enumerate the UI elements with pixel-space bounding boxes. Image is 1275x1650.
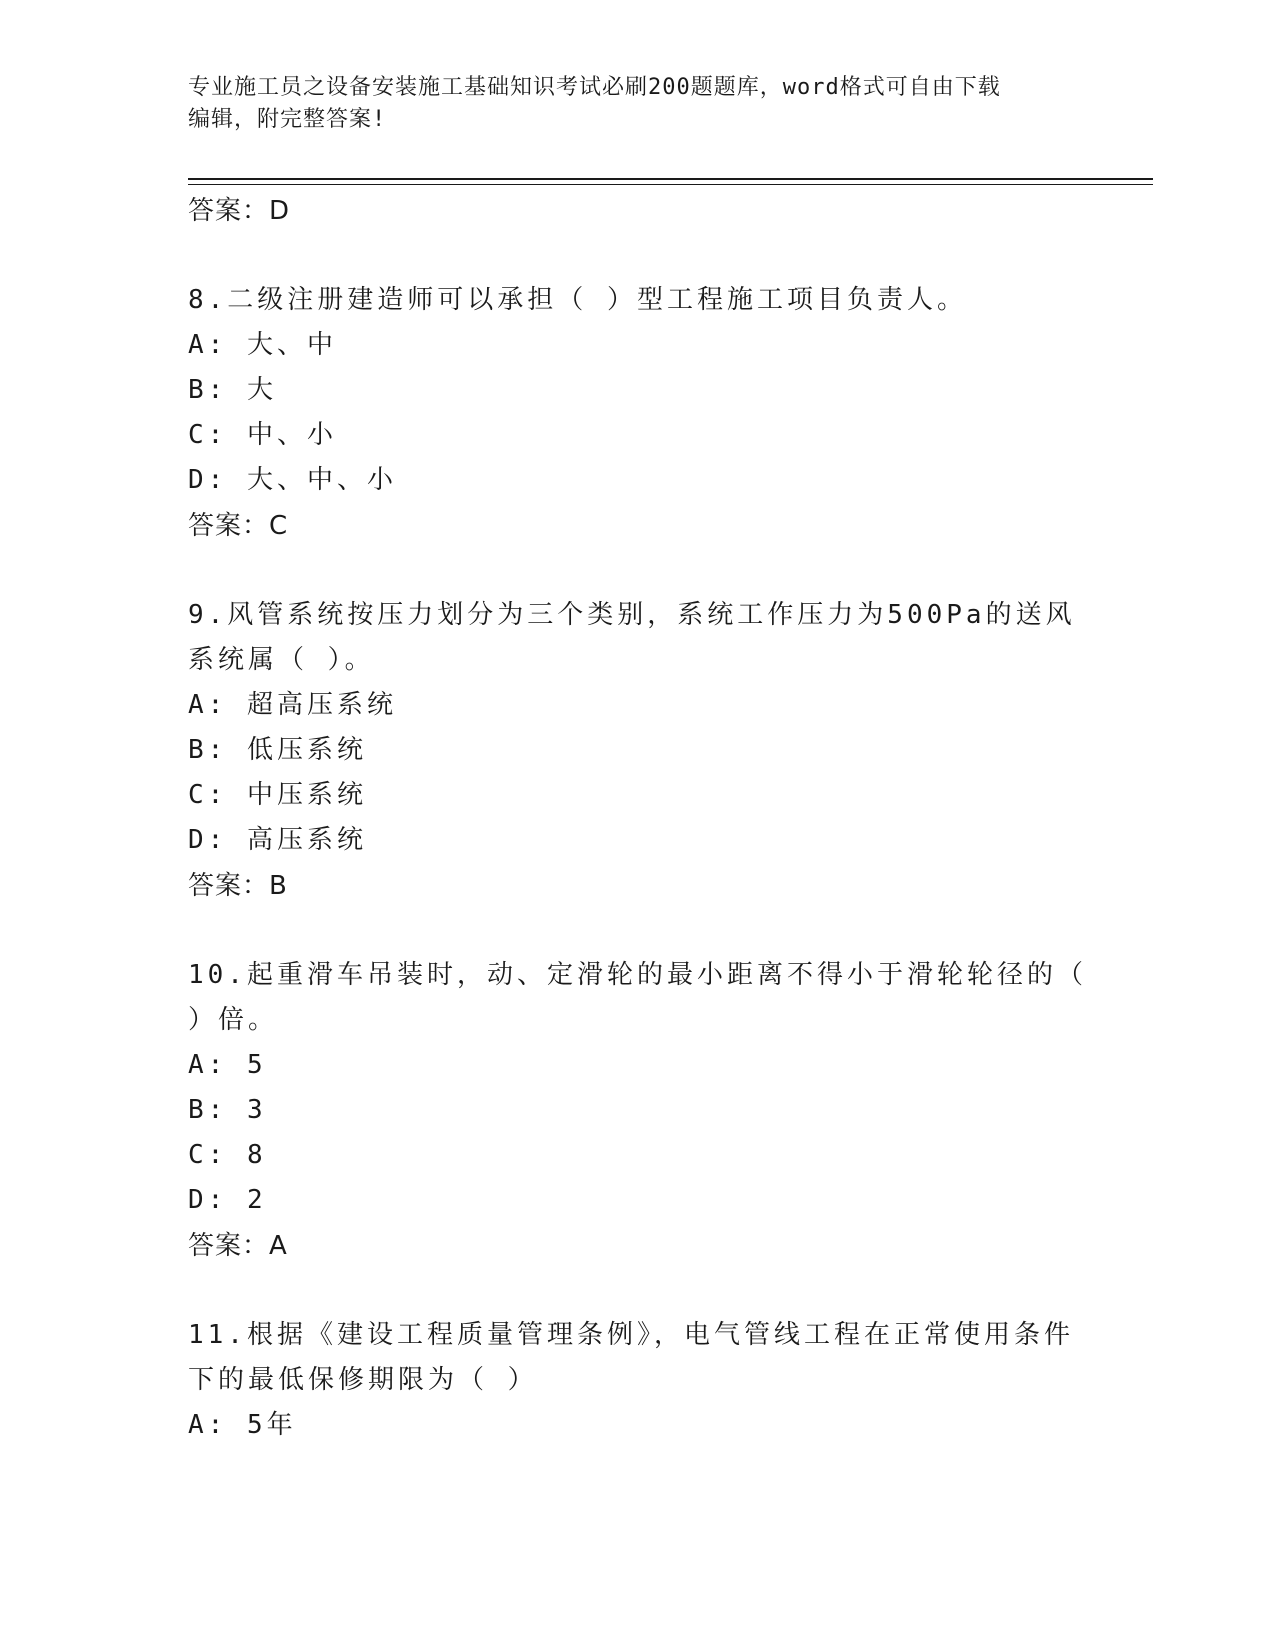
option-b: B: 低压系统 bbox=[188, 735, 367, 765]
header-divider-thick bbox=[188, 178, 1153, 180]
question-text: 9.风管系统按压力划分为三个类别，系统工作压力为500Pa的送风系统属（ ）。 bbox=[188, 600, 1076, 675]
document-header bbox=[188, 72, 1068, 136]
question-text: 11.根据《建设工程质量管理条例》，电气管线工程在正常使用条件下的最低保修期限为（ ） bbox=[188, 1320, 1074, 1395]
header-line-1: 专业施工员之设备安装施工基础知识考试必刷200题题库，word格式可自由下载 bbox=[188, 75, 1001, 100]
option-d: D: 大、中、小 bbox=[188, 465, 397, 495]
option-a: A: 大、中 bbox=[188, 330, 337, 360]
option-b: B: 大 bbox=[188, 375, 277, 405]
answer-line: 答案：A bbox=[188, 1231, 288, 1261]
option-c: C: 8 bbox=[188, 1140, 267, 1170]
question-block bbox=[188, 593, 1088, 909]
answer-line: 答案：C bbox=[188, 511, 289, 541]
spacer bbox=[188, 549, 1088, 593]
spacer bbox=[188, 234, 1088, 278]
question-block bbox=[188, 953, 1088, 1269]
header-line-2: 编辑，附完整答案! bbox=[188, 107, 387, 132]
spacer bbox=[188, 909, 1088, 953]
header-divider-thin bbox=[188, 184, 1153, 185]
question-block bbox=[188, 278, 1088, 549]
question-block bbox=[188, 1313, 1088, 1448]
question-list bbox=[188, 188, 1088, 1448]
option-b: B: 3 bbox=[188, 1095, 267, 1125]
question-text: 10.起重滑车吊装时，动、定滑轮的最小距离不得小于滑轮轮径的（ ）倍。 bbox=[188, 960, 1087, 1035]
option-d: D: 2 bbox=[188, 1185, 267, 1215]
spacer bbox=[188, 1269, 1088, 1313]
option-c: C: 中、小 bbox=[188, 420, 337, 450]
option-a: A: 5 bbox=[188, 1050, 267, 1080]
answer-line: 答案：D bbox=[188, 196, 291, 226]
option-a: A: 5年 bbox=[188, 1410, 297, 1440]
option-c: C: 中压系统 bbox=[188, 780, 367, 810]
question-text: 8.二级注册建造师可以承担（ ）型工程施工项目负责人。 bbox=[188, 285, 967, 315]
option-a: A: 超高压系统 bbox=[188, 690, 397, 720]
answer-line: 答案：B bbox=[188, 871, 288, 901]
option-d: D: 高压系统 bbox=[188, 825, 367, 855]
